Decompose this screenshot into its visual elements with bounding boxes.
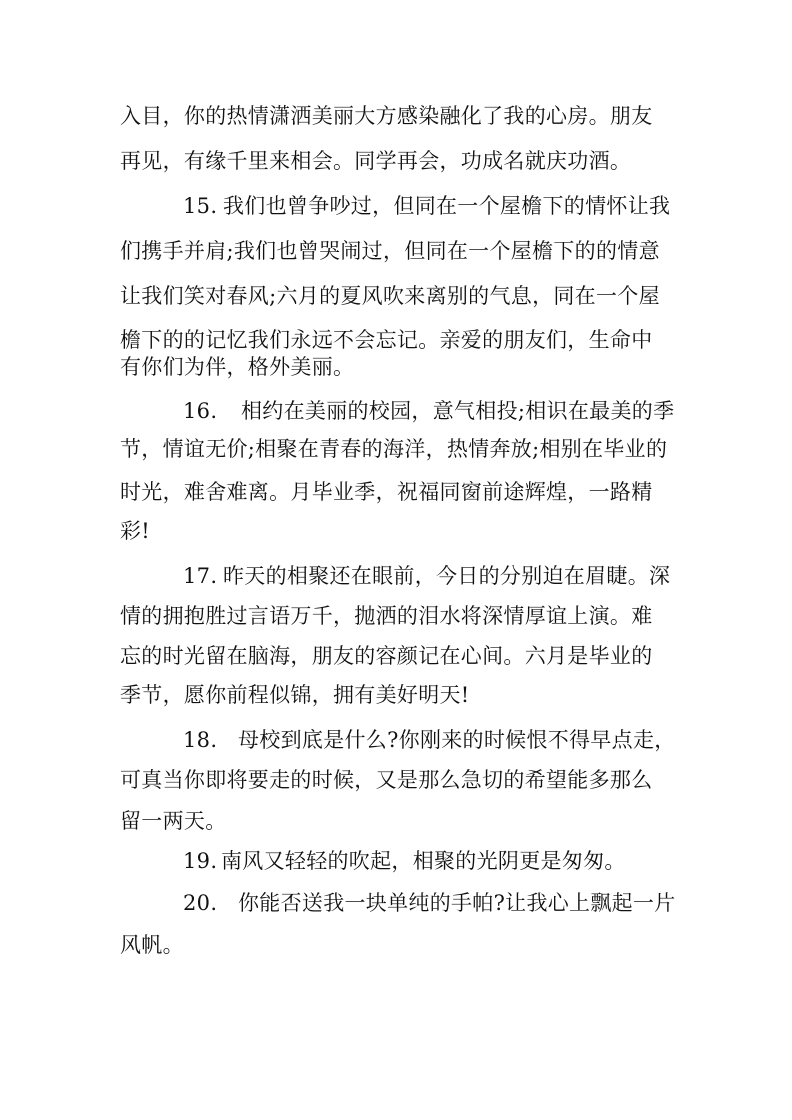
text-line: 时光，难舍难离。月毕业季，祝福同窗前途辉煌，一路精: [120, 480, 653, 504]
text-line: 季节，愿你前程似锦，拥有美好明天!: [120, 683, 470, 707]
text-line: 彩!: [120, 519, 151, 543]
item-16-first-line: 16. 相约在美丽的校园，意气相投;相识在最美的季: [183, 396, 674, 426]
text-line: 有你们为伴，格外美丽。: [120, 355, 355, 379]
text-line: 节，情谊无价;相聚在青春的海洋，热情奔放;相别在毕业的: [120, 437, 668, 461]
text-line: 们携手并肩;我们也曾哭闹过，但同在一个屋檐下的的情意: [120, 239, 660, 263]
item-number: 20.: [183, 891, 218, 915]
text-line: 可真当你即将要走的时候，又是那么急切的希望能多那么: [120, 768, 653, 792]
item-number: 19.: [183, 849, 218, 873]
text-line: 风帆。: [120, 933, 184, 957]
item-number: 16.: [183, 399, 218, 423]
item-15-first-line: 15. 我们也曾争吵过，但同在一个屋檐下的情怀让我: [183, 191, 670, 221]
item-number: 15.: [183, 194, 218, 218]
item-number: 18.: [183, 728, 218, 752]
text-line: 忘的时光留在脑海，朋友的容颜记在心间。六月是毕业的: [120, 644, 653, 668]
text-line: 再见，有缘千里来相会。同学再会，功成名就庆功酒。: [120, 149, 632, 173]
item-number: 17.: [183, 564, 218, 588]
item-20-first-line: 20. 你能否送我一块单纯的手帕?让我心上飘起一片: [183, 888, 676, 918]
text-line: 檐下的的记忆我们永远不会忘记。亲爱的朋友们，生命中: [120, 328, 653, 352]
text-line: 入目，你的热情潇洒美丽大方感染融化了我的心房。朋友: [120, 104, 653, 128]
text-line: 留一两天。: [120, 809, 227, 833]
item-18-first-line: 18. 母校到底是什么?你刚来的时候恨不得早点走，: [183, 725, 676, 755]
text-line: 让我们笑对春风;六月的夏风吹来离别的气息，同在一个屋: [120, 284, 660, 308]
item-17-first-line: 17. 昨天的相聚还在眼前，今日的分别迫在眉睫。深: [183, 561, 670, 591]
item-19-line: 19. 南风又轻轻的吹起，相聚的光阴更是匆匆。: [183, 846, 626, 876]
text-line: 情的拥抱胜过言语万千，抛洒的泪水将深情厚谊上演。难: [120, 604, 653, 628]
